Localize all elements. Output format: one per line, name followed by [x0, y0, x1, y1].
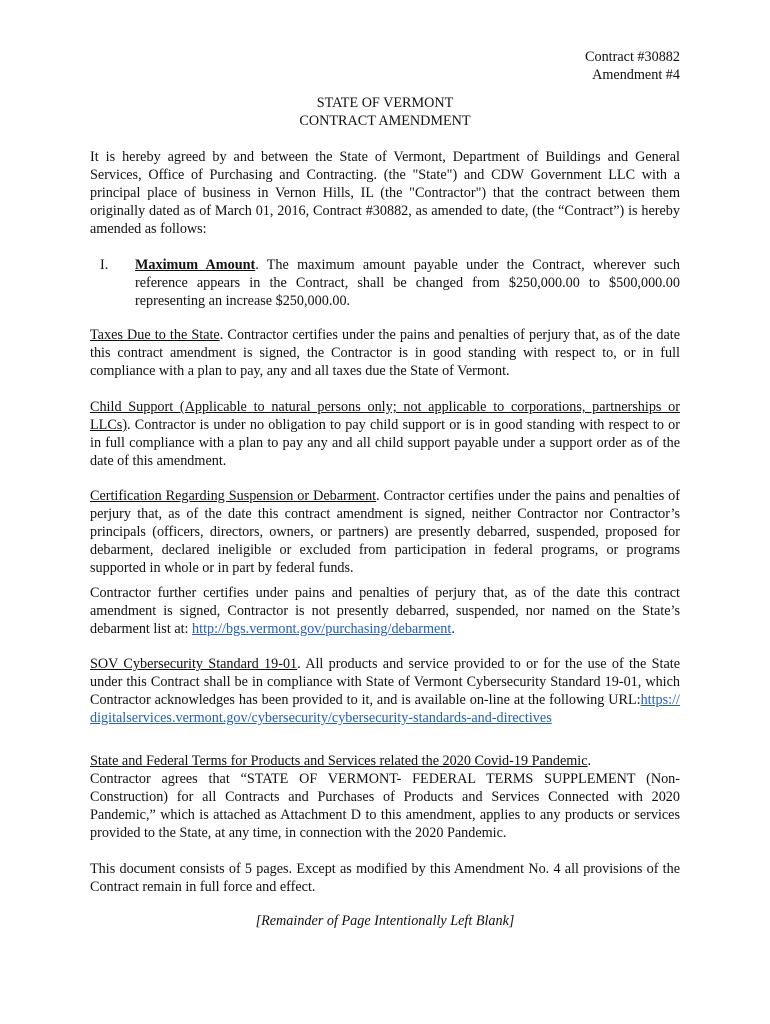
contract-number: Contract #30882 — [585, 49, 680, 65]
cybersecurity-link[interactable]: https://digitalservices.vermont.gov/cybersecurity/cybersecurity-standards-and-directives — [90, 692, 680, 726]
maximum-amount-heading: Maximum Amount — [135, 257, 256, 273]
pages-note-paragraph: This document consists of 5 pages. Except as modified by this Amendment No. 4 all provisions of the Contract remain in full force and effect. — [90, 861, 680, 895]
sov-text: . All products and service provided to or for the use of the State under this Contract shall be in compliance with State of Vermont Cybersecurity Standard 19-01, which Contractor acknowledges has been provided to it, and is available on-line at the following URL: — [90, 656, 680, 708]
taxes-paragraph — [90, 326, 680, 380]
certification-text: . Contractor certifies under the pains and penalties of perjury that, as of the date this contract amendment is signed, neither Contractor nor Contractor’s principals (officers, directors, owners, or partners) are presently debarred, suspended, proposed for debarment, declared ineligible or excluded from participation in federal programs, or programs supported in whole or in part by federal funds. — [90, 488, 680, 576]
sov-paragraph — [90, 655, 680, 727]
list-number: I. — [100, 257, 109, 273]
closing-note: [Remainder of Page Intentionally Left Blank] — [255, 913, 515, 929]
further-certification-paragraph — [90, 584, 680, 638]
taxes-text: . Contractor certifies under the pains and penalties of perjury that, as of the date this contract amendment is signed, the Contractor is in good standing with respect to, or in full compliance with a plan to pay, any and all taxes due the State of Vermont. — [90, 327, 680, 379]
covid-heading: State and Federal Terms for Products and Services related the 2020 Covid-19 Pandemic — [90, 753, 588, 769]
debarment-link[interactable]: http://bgs.vermont.gov/purchasing/debarment — [192, 621, 452, 637]
further-end: . — [451, 621, 455, 637]
list-text — [135, 256, 680, 310]
sov-heading: SOV Cybersecurity Standard 19-01 — [90, 656, 298, 672]
maximum-amount-text: . The maximum amount payable under the Contract, wherever such reference appears in the Contract, shall be changed from $250,000.00 to $500,000.00 representing an increase $250,000.00. — [135, 257, 680, 309]
covid-paragraph — [90, 752, 680, 842]
covid-text: Contractor agrees that “STATE OF VERMONT- FEDERAL TERMS SUPPLEMENT (Non-Construction) for all Contracts and Purchases of Products and Services Connected with 2020 Pandemic,” which is attached as Attachment D to this amendment, applies to any products or services provided to the State, at any time, in connection with the 2020 Pandemic. — [90, 771, 680, 841]
further-text: Contractor further certifies under pains and penalties of perjury that, as of the date this contract amendment is signed, Contractor is not presently debarred, suspended, nor named on the State’s debarment list at: — [90, 585, 680, 637]
certification-heading: Certification Regarding Suspension or Debarment — [90, 488, 377, 504]
amendment-number: Amendment #4 — [592, 67, 680, 83]
child-support-heading: Child Support (Applicable to natural persons only; not applicable to corporations, partnerships or LLCs) — [90, 399, 680, 433]
covid-heading-end: . — [587, 753, 592, 769]
document-title: STATE OF VERMONT — [316, 95, 454, 111]
certification-paragraph — [90, 487, 680, 577]
document-subtitle: CONTRACT AMENDMENT — [299, 113, 471, 129]
child-support-paragraph — [90, 398, 680, 470]
taxes-heading: Taxes Due to the State — [90, 327, 220, 343]
intro-paragraph: It is hereby agreed by and between the State of Vermont, Department of Buildings and General Services, Office of Purchasing and Contracting. (the "State") and CDW Government LLC with a principal place of business in Vernon Hills, IL (the "Contractor") that the contract between them originally dated as of March 01, 2016, Contract #30882, as amended to date, (the “Contract”) is hereby amended as follows: — [90, 149, 680, 237]
child-support-text: . Contractor is under no obligation to pay child support or is in good standing with respect to or in full compliance with a plan to pay any and all child support payable under a support order as of the date of this amendment. — [90, 417, 680, 469]
